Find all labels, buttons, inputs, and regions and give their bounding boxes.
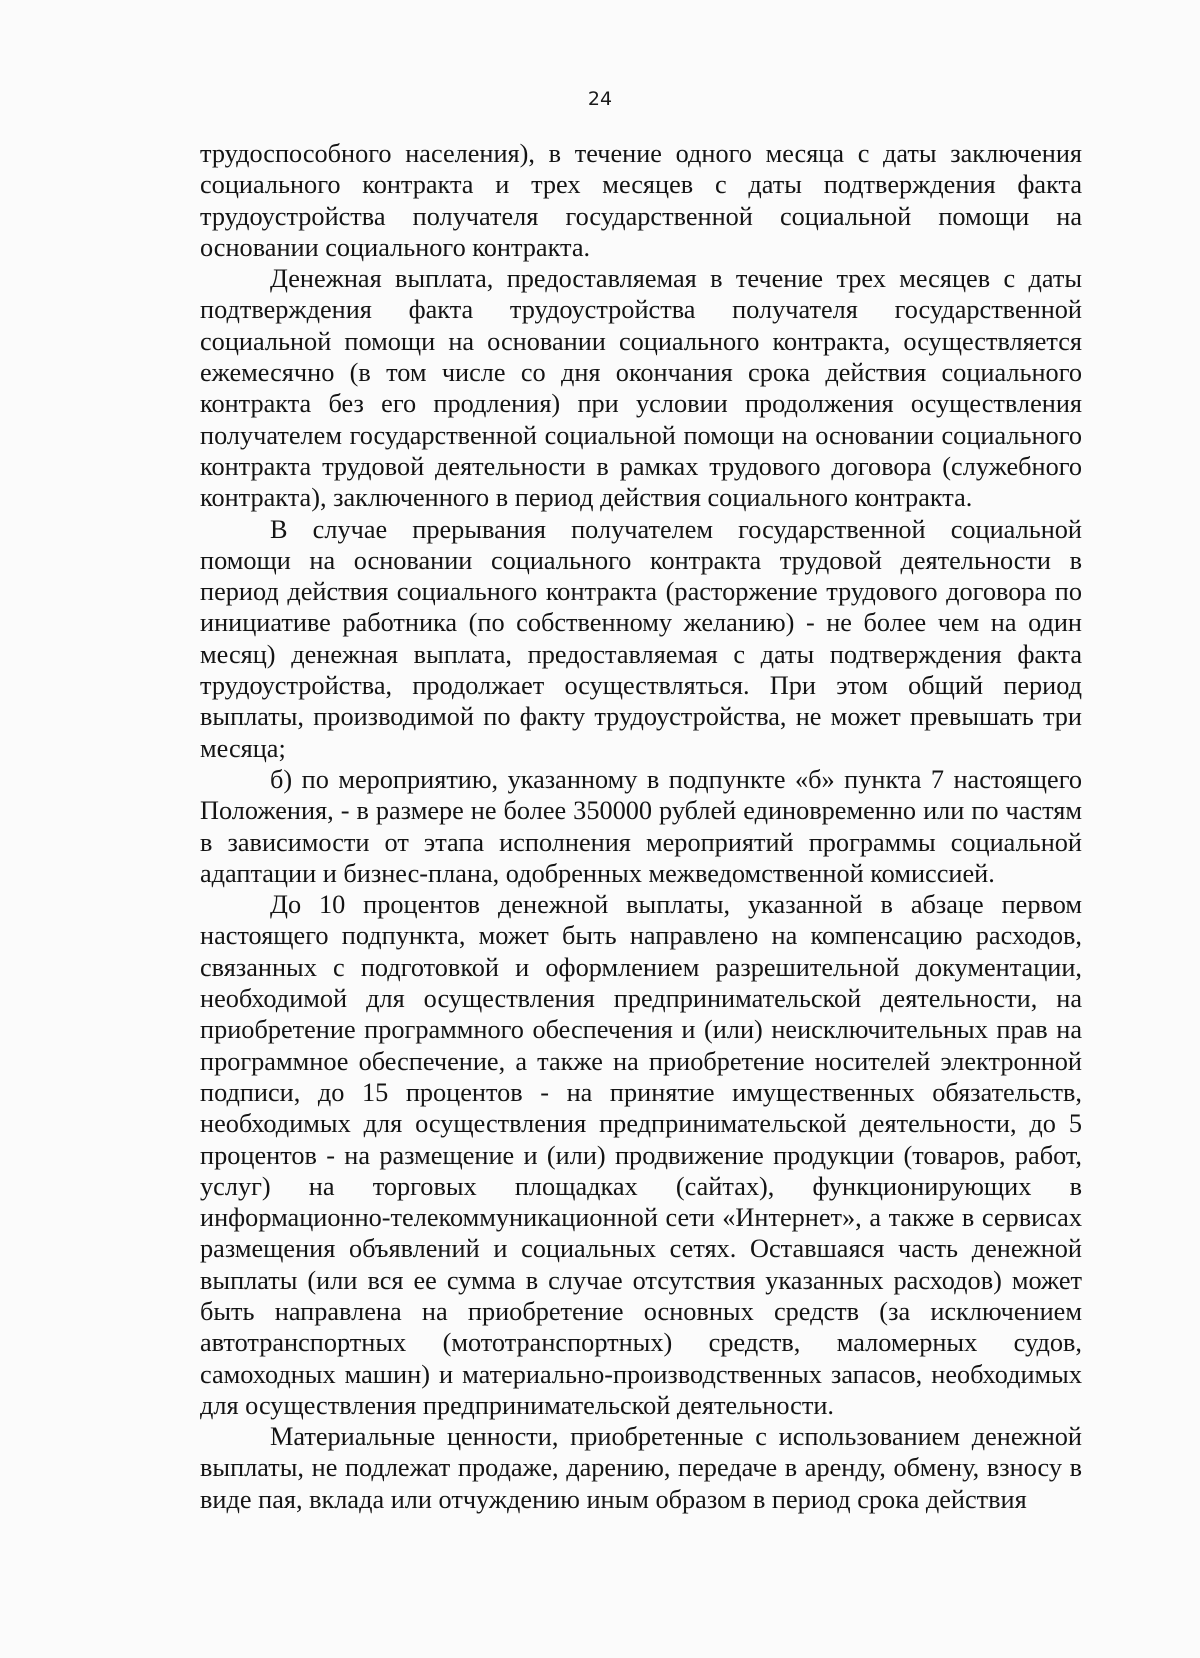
document-body — [200, 138, 1082, 1515]
page-number: 24 — [587, 88, 613, 110]
paragraph-1: трудоспособного населения), в течение одного месяца с даты заключения социального контракта и трех месяцев с даты подтверждения факта трудоустройства получателя государственной социальной помощи на основании социального контракта. — [200, 139, 1082, 262]
paragraph-3: В случае прерывания получателем государственной социальной помощи на основании социального контракта трудовой деятельности в период действия социального контракта (расторжение трудового договора по инициативе работника (по собственному желанию) - не более чем на один месяц) денежная выплата, предоставляемая с даты подтверждения факта трудоустройства, продолжает осуществляться. При этом общий период выплаты, производимой по факту трудоустройства, не может превышать три месяца; — [200, 514, 1082, 763]
paragraph-6: Материальные ценности, приобретенные с использованием денежной выплаты, не подлежат продаже, дарению, передаче в аренду, обмену, взносу в виде пая, вклада или отчуждению иным образом в период срока действия — [200, 1422, 1082, 1514]
paragraph-2: Денежная выплата, предоставляемая в течение трех месяцев с даты подтверждения факта трудоустройства получателя государственной социальной помощи на основании социального контракта, осуществляется ежемесячно (в том числе со дня окончания срока действия социального контракта без его продления) при условии продолжения осуществления получателем государственной социальной помощи на основании социального контракта трудовой деятельности в рамках трудового договора (служебного контракта), заключенного в период действия социального контракта. — [200, 264, 1082, 513]
paragraph-4: б) по мероприятию, указанному в подпункте «б» пункта 7 настоящего Положения, - в размере не более 350000 рублей единовременно или по частям в зависимости от этапа исполнения мероприятий программы социальной адаптации и бизнес-плана, одобренных межведомственной комиссией. — [200, 764, 1082, 888]
paragraph-5: До 10 процентов денежной выплаты, указанной в абзаце первом настоящего подпункта, может быть направлено на компенсацию расходов, связанных с подготовкой и оформлением разрешительной документации, необходимой для осуществления предпринимательской деятельности, на приобретение программного обеспечения и (или) неисключительных прав на программное обеспечение, а также на приобретение носителей электронной подписи, до 15 процентов - на принятие имущественных обязательств, необходимых для осуществления предпринимательской деятельности, до 5 процентов - на размещение и (или) продвижение продукции (товаров, работ, услуг) на торговых площадках (сайтах), функционирующих в информационно-телекоммуникационной сети «Интернет», а также в сервисах размещения объявлений и социальных сетях. Оставшаяся часть денежной выплаты (или вся ее сумма в случае отсутствия указанных расходов) может быть направлена на приобретение основных средств (за исключением автотранспортных (мототранспортных) средств, маломерных судов, самоходных машин) и материально-производственных запасов, необходимых для осуществления предпринимательской деятельности. — [200, 890, 1082, 1420]
